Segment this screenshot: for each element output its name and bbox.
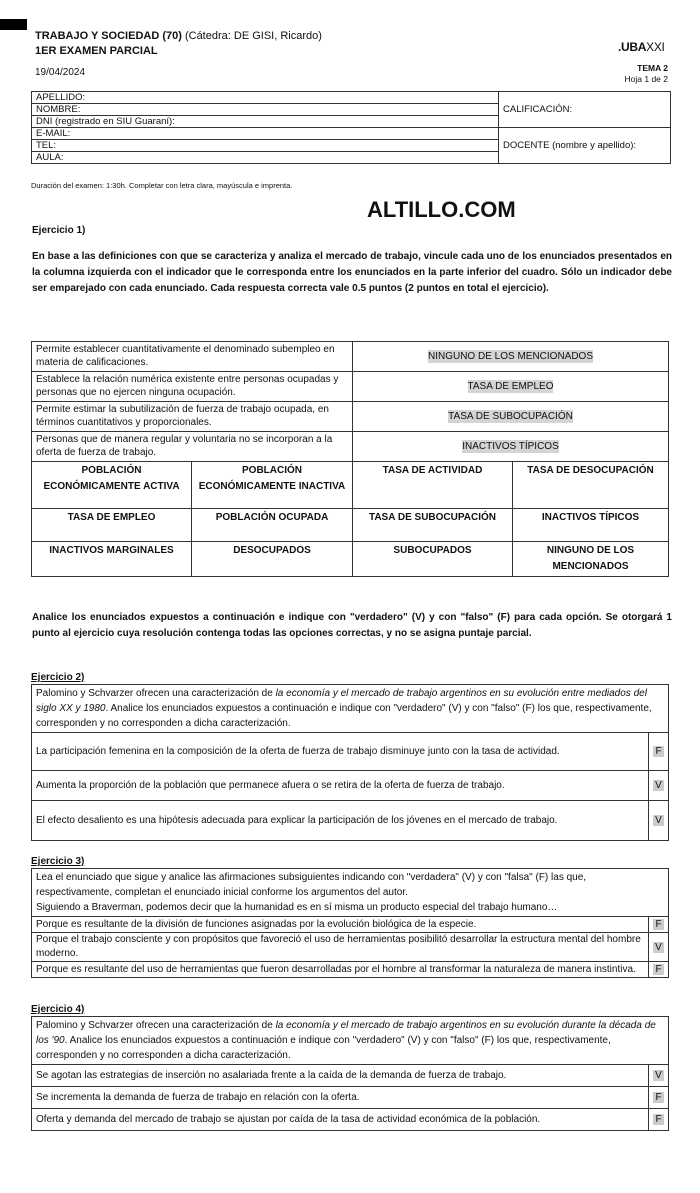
docente-cell: DOCENTE (nombre y apellido): (499, 128, 671, 164)
ex2-answer: F (649, 733, 669, 771)
ex1-option: INACTIVOS TÍPICOS (513, 509, 669, 542)
redaction-bar (0, 19, 27, 30)
ex2-item: El efecto desaliento es una hipótesis adecuada para explicar la participación de los jóvenes en el mercado de trabajo. (32, 801, 649, 841)
ex1-statement: Permite estimar la subutilización de fuerza de trabajo ocupada, en términos cuantitativos y proporcionales. (32, 402, 353, 432)
exam-date: 19/04/2024 (35, 67, 86, 78)
ex1-option: INACTIVOS MARGINALES (32, 542, 192, 577)
ex4-intro: Palomino y Schvarzer ofrecen una caracterización de la economía y el mercado de trabajo argentinos en su evolución durante la década de los '90. Analice los enunciados expuestos a continuación e indique con "verdadero" (V) y con "falso" (F) los que, respectivamente, corresponden y no corresponden a dicha caracterización. (32, 1017, 669, 1065)
ex4-answer: V (649, 1065, 669, 1087)
page-count: Hoja 1 de 2 (624, 74, 668, 84)
exam-name: 1ER EXAMEN PARCIAL (35, 45, 158, 57)
vf-instructions: Analice los enunciados expuestos a continuación e indique con "verdadero" (V) y con "falso" (F) para cada opción. Se otorgará 1 punto al ejercicio cuya resolución contenga todas las opciones correctas, y no se asigna puntaje parcial. (32, 612, 672, 639)
exercise-1-title: Ejercicio 1) (32, 225, 86, 236)
tema-label: TEMA 2 (637, 63, 668, 73)
ex1-answer: TASA DE SUBOCUPACIÓN (353, 402, 669, 432)
ex1-option: TASA DE ACTIVIDAD (353, 462, 513, 509)
ex1-statement: Establece la relación numérica existente entre personas ocupadas y personas que no ejercen ninguna ocupación. (32, 372, 353, 402)
exercise-2-title: Ejercicio 2) (31, 672, 85, 683)
ex4-answer: F (649, 1087, 669, 1109)
ex1-option: DESOCUPADOS (192, 542, 353, 577)
field-tel: TEL: (32, 140, 499, 152)
ex1-statement: Personas que de manera regular y voluntaria no se incorporan a la oferta de fuerza de trabajo. (32, 432, 353, 462)
ex1-option: TASA DE EMPLEO (32, 509, 192, 542)
field-apellido: APELLIDO: (32, 92, 499, 104)
ex2-item: La participación femenina en la composición de la oferta de fuerza de trabajo disminuye junto con la tasa de actividad. (32, 733, 649, 771)
ex1-statement: Permite establecer cuantitativamente el denominado subempleo en materia de calificaciones. (32, 342, 353, 372)
ex3-intro: Lea el enunciado que sigue y analice las afirmaciones subsiguientes indicando con "verdadera" (V) y con "falsa" (F) las que, respectivamente, completan el enunciado inicial conforme los argumentos del autor. Siguiendo a Braverman, podemos decir que la humanidad es en sí misma un producto especial del trabajo humano… (32, 869, 669, 917)
field-dni: DNI (registrado en SIU Guaraní): (32, 116, 499, 128)
watermark: ALTILLO.COM (367, 197, 516, 222)
exercise-3-table (31, 868, 669, 978)
duration-note: Duración del examen: 1:30h. Completar con letra clara, mayúscula e imprenta. (31, 181, 293, 190)
ex3-item: Porque es resultante de la división de funciones asignadas por la evolución biológica de la especie. (32, 917, 649, 933)
student-id-table (31, 91, 671, 164)
field-aula: AULA: (32, 152, 499, 164)
course-title: TRABAJO Y SOCIEDAD (70) (Cátedra: DE GISI, Ricardo) (35, 30, 322, 42)
ex2-intro: Palomino y Schvarzer ofrecen una caracterización de la economía y el mercado de trabajo argentinos en su evolución entre mediados del siglo XX y 1980. Analice los enunciados expuestos a continuación e indique con "verdadero" (V) y con "falso" (F) los que, respectivamente, corresponden y no corresponden a dicha caracterización. (32, 685, 669, 733)
ex3-item: Porque el trabajo consciente y con propósitos que favoreció el uso de herramientas posibilitó desarrollar la estructura mental del hombre moderno. (32, 933, 649, 962)
uba-logo: .UBAXXI (618, 40, 665, 54)
ex1-answer: TASA DE EMPLEO (353, 372, 669, 402)
field-nombre: NOMBRE: (32, 104, 499, 116)
ex3-answer: V (649, 933, 669, 962)
ex4-answer: F (649, 1109, 669, 1131)
exercise-1-table (31, 341, 669, 577)
ex4-item: Oferta y demanda del mercado de trabajo se ajustan por caída de la tasa de actividad económica de la población. (32, 1109, 649, 1131)
ex1-option: POBLACIÓN ECONÓMICAMENTE INACTIVA (192, 462, 353, 509)
ex2-answer: V (649, 801, 669, 841)
ex1-option: SUBOCUPADOS (353, 542, 513, 577)
exercise-4-title: Ejercicio 4) (31, 1004, 85, 1015)
ex1-option: TASA DE SUBOCUPACIÓN (353, 509, 513, 542)
ex4-item: Se incrementa la demanda de fuerza de trabajo en relación con la oferta. (32, 1087, 649, 1109)
exercise-1-instructions: En base a las definiciones con que se caracteriza y analiza el mercado de trabajo, vincule cada uno de los enunciados presentados en la columna izquierda con el indicador que le corresponda entre los enunciados en la parte inferior del cuadro. Sólo un indicador debe ser emparejado con cada enunciado. Cada respuesta correcta vale 0.5 puntos (2 puntos en total el ejercicio). (32, 251, 672, 294)
ex2-item: Aumenta la proporción de la población que permanece afuera o se retira de la oferta de fuerza de trabajo. (32, 771, 649, 801)
calificacion-cell: CALIFICACIÓN: (499, 92, 671, 128)
ex1-option: POBLACIÓN ECONÓMICAMENTE ACTIVA (32, 462, 192, 509)
ex1-option: NINGUNO DE LOS MENCIONADOS (513, 542, 669, 577)
ex1-answer: INACTIVOS TÍPICOS (353, 432, 669, 462)
ex2-answer: V (649, 771, 669, 801)
exercise-3-title: Ejercicio 3) (31, 856, 85, 867)
ex3-premise: Siguiendo a Braverman, podemos decir que la humanidad es en sí misma un producto especial del trabajo humano… (36, 902, 558, 913)
field-email: E-MAIL: (32, 128, 499, 140)
ex1-option: POBLACIÓN OCUPADA (192, 509, 353, 542)
ex1-option: TASA DE DESOCUPACIÓN (513, 462, 669, 509)
ex3-item: Porque es resultante del uso de herramientas que fueron desarrolladas por el hombre al transformar la naturaleza de manera instintiva. (32, 962, 649, 978)
ex4-item: Se agotan las estrategias de inserción no asalariada frente a la caída de la demanda de fuerza de trabajo. (32, 1065, 649, 1087)
exercise-4-table (31, 1016, 669, 1131)
exercise-2-table (31, 684, 669, 841)
ex3-answer: F (649, 917, 669, 933)
ex3-answer: F (649, 962, 669, 978)
ex1-answer: NINGUNO DE LOS MENCIONADOS (353, 342, 669, 372)
